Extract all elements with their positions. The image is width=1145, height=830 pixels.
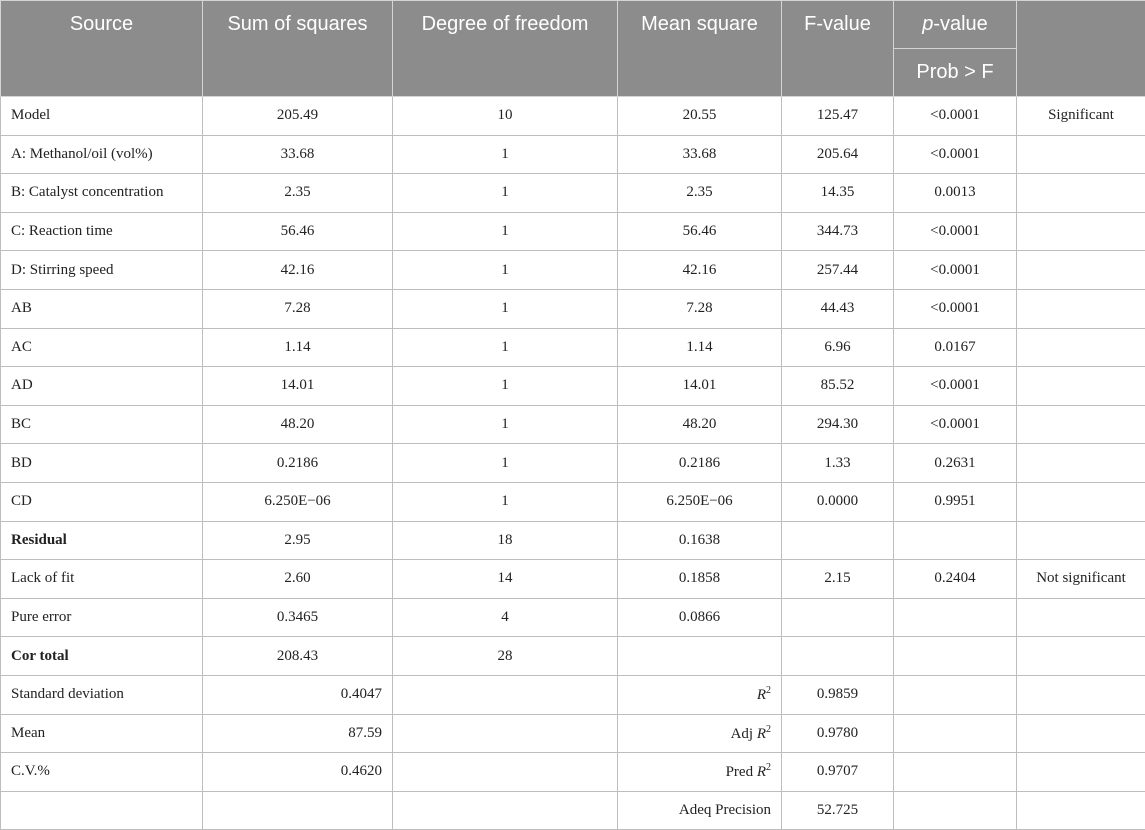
fit-statistics-row xyxy=(1,753,1145,792)
fit-value-cell xyxy=(203,791,393,830)
fit-statistic-label-cell xyxy=(618,714,782,753)
p-value-cell: <0.0001 xyxy=(894,367,1017,406)
mean-square-cell: 0.1858 xyxy=(618,560,782,599)
degree-of-freedom-cell: 1 xyxy=(393,289,618,328)
header-p-suffix: -value xyxy=(933,13,987,35)
p-value-cell: <0.0001 xyxy=(894,405,1017,444)
empty-cell xyxy=(894,714,1017,753)
table-row xyxy=(1,135,1145,174)
table-row xyxy=(1,212,1145,251)
significance-cell xyxy=(1017,212,1145,251)
sum-of-squares-cell: 2.60 xyxy=(203,560,393,599)
empty-cell xyxy=(1017,675,1145,714)
f-value-cell: 294.30 xyxy=(782,405,894,444)
f-value-cell xyxy=(782,521,894,560)
header-prob-f: Prob > F xyxy=(894,49,1017,97)
degree-of-freedom-cell: 4 xyxy=(393,598,618,637)
f-value-cell: 2.15 xyxy=(782,560,894,599)
significance-cell xyxy=(1017,174,1145,213)
mean-square-cell: 48.20 xyxy=(618,405,782,444)
fit-statistic-label-cell xyxy=(618,675,782,714)
table-row xyxy=(1,482,1145,521)
empty-cell xyxy=(1017,753,1145,792)
mean-square-cell: 6.250E−06 xyxy=(618,482,782,521)
sum-of-squares-cell: 208.43 xyxy=(203,637,393,676)
table-row xyxy=(1,444,1145,483)
table-row xyxy=(1,97,1145,136)
statistic-superscript: 2 xyxy=(766,685,771,696)
statistic-symbol: R xyxy=(757,726,766,742)
p-value-cell: <0.0001 xyxy=(894,289,1017,328)
source-cell: Pure error xyxy=(1,598,203,637)
source-cell: C: Reaction time xyxy=(1,212,203,251)
mean-square-cell: 0.2186 xyxy=(618,444,782,483)
significance-cell xyxy=(1017,251,1145,290)
f-value-cell: 6.96 xyxy=(782,328,894,367)
empty-cell xyxy=(1017,714,1145,753)
sum-of-squares-cell: 205.49 xyxy=(203,97,393,136)
fit-statistics-body xyxy=(1,675,1145,829)
fit-statistics-row xyxy=(1,675,1145,714)
significance-cell: Not significant xyxy=(1017,560,1145,599)
degree-of-freedom-cell: 10 xyxy=(393,97,618,136)
source-cell: AD xyxy=(1,367,203,406)
statistic-prefix: Adj xyxy=(731,726,757,742)
significance-cell xyxy=(1017,637,1145,676)
fit-statistic-value-cell: 52.725 xyxy=(782,791,894,830)
table-header xyxy=(1,1,1145,97)
significance-cell: Significant xyxy=(1017,97,1145,136)
table-row xyxy=(1,598,1145,637)
f-value-cell: 125.47 xyxy=(782,97,894,136)
sum-of-squares-cell: 14.01 xyxy=(203,367,393,406)
fit-value-cell: 0.4620 xyxy=(203,753,393,792)
table-row xyxy=(1,174,1145,213)
statistic-superscript: 2 xyxy=(766,762,771,773)
fit-value-cell: 87.59 xyxy=(203,714,393,753)
mean-square-cell: 0.0866 xyxy=(618,598,782,637)
empty-cell xyxy=(393,714,618,753)
anova-body xyxy=(1,97,1145,676)
fit-label-cell: Standard deviation xyxy=(1,675,203,714)
source-cell: D: Stirring speed xyxy=(1,251,203,290)
empty-cell xyxy=(894,791,1017,830)
sum-of-squares-cell: 0.3465 xyxy=(203,598,393,637)
mean-square-cell: 0.1638 xyxy=(618,521,782,560)
significance-cell xyxy=(1017,521,1145,560)
f-value-cell: 85.52 xyxy=(782,367,894,406)
empty-cell xyxy=(393,753,618,792)
mean-square-cell: 20.55 xyxy=(618,97,782,136)
table-row xyxy=(1,367,1145,406)
header-source: Source xyxy=(1,1,203,97)
mean-square-cell: 14.01 xyxy=(618,367,782,406)
sum-of-squares-cell: 56.46 xyxy=(203,212,393,251)
table-row xyxy=(1,637,1145,676)
sum-of-squares-cell: 2.35 xyxy=(203,174,393,213)
degree-of-freedom-cell: 14 xyxy=(393,560,618,599)
source-cell: B: Catalyst concentration xyxy=(1,174,203,213)
mean-square-cell: 56.46 xyxy=(618,212,782,251)
header-sum-of-squares: Sum of squares xyxy=(203,1,393,97)
mean-square-cell: 33.68 xyxy=(618,135,782,174)
fit-statistic-label-cell xyxy=(618,753,782,792)
source-cell: Model xyxy=(1,97,203,136)
p-value-cell: <0.0001 xyxy=(894,212,1017,251)
mean-square-cell: 42.16 xyxy=(618,251,782,290)
sum-of-squares-cell: 7.28 xyxy=(203,289,393,328)
degree-of-freedom-cell: 1 xyxy=(393,251,618,290)
significance-cell xyxy=(1017,135,1145,174)
significance-cell xyxy=(1017,328,1145,367)
source-cell: BD xyxy=(1,444,203,483)
sum-of-squares-cell: 33.68 xyxy=(203,135,393,174)
fit-statistics-row xyxy=(1,791,1145,830)
significance-cell xyxy=(1017,482,1145,521)
p-value-cell: 0.0013 xyxy=(894,174,1017,213)
degree-of-freedom-cell: 1 xyxy=(393,328,618,367)
table-row xyxy=(1,251,1145,290)
source-cell: Cor total xyxy=(1,637,203,676)
source-cell: A: Methanol/oil (vol%) xyxy=(1,135,203,174)
degree-of-freedom-cell: 1 xyxy=(393,367,618,406)
p-value-cell xyxy=(894,598,1017,637)
f-value-cell: 44.43 xyxy=(782,289,894,328)
empty-cell xyxy=(1017,791,1145,830)
fit-label-cell: C.V.% xyxy=(1,753,203,792)
statistic-symbol: R xyxy=(757,687,766,703)
fit-statistic-value-cell: 0.9859 xyxy=(782,675,894,714)
sum-of-squares-cell: 0.2186 xyxy=(203,444,393,483)
p-value-cell xyxy=(894,637,1017,676)
p-value-cell: <0.0001 xyxy=(894,251,1017,290)
degree-of-freedom-cell: 28 xyxy=(393,637,618,676)
source-cell: CD xyxy=(1,482,203,521)
header-significance xyxy=(1017,1,1145,97)
p-value-cell: 0.9951 xyxy=(894,482,1017,521)
p-value-cell: 0.0167 xyxy=(894,328,1017,367)
p-value-cell: <0.0001 xyxy=(894,135,1017,174)
empty-cell xyxy=(894,675,1017,714)
f-value-cell: 0.0000 xyxy=(782,482,894,521)
header-mean-square: Mean square xyxy=(618,1,782,97)
empty-cell xyxy=(393,791,618,830)
fit-statistic-value-cell: 0.9707 xyxy=(782,753,894,792)
f-value-cell xyxy=(782,637,894,676)
table-row xyxy=(1,560,1145,599)
mean-square-cell: 7.28 xyxy=(618,289,782,328)
significance-cell xyxy=(1017,289,1145,328)
degree-of-freedom-cell: 1 xyxy=(393,212,618,251)
sum-of-squares-cell: 48.20 xyxy=(203,405,393,444)
fit-statistic-label-cell xyxy=(618,791,782,830)
f-value-cell: 205.64 xyxy=(782,135,894,174)
p-value-cell xyxy=(894,521,1017,560)
mean-square-cell xyxy=(618,637,782,676)
significance-cell xyxy=(1017,367,1145,406)
degree-of-freedom-cell: 1 xyxy=(393,135,618,174)
significance-cell xyxy=(1017,598,1145,637)
p-value-cell: 0.2404 xyxy=(894,560,1017,599)
sum-of-squares-cell: 6.250E−06 xyxy=(203,482,393,521)
p-value-cell: 0.2631 xyxy=(894,444,1017,483)
table-row xyxy=(1,289,1145,328)
degree-of-freedom-cell: 18 xyxy=(393,521,618,560)
statistic-symbol: R xyxy=(757,764,766,780)
significance-cell xyxy=(1017,405,1145,444)
empty-cell xyxy=(393,675,618,714)
header-p-letter: p xyxy=(922,13,933,35)
table-row xyxy=(1,521,1145,560)
source-cell: AC xyxy=(1,328,203,367)
mean-square-cell: 2.35 xyxy=(618,174,782,213)
f-value-cell: 344.73 xyxy=(782,212,894,251)
degree-of-freedom-cell: 1 xyxy=(393,482,618,521)
f-value-cell: 257.44 xyxy=(782,251,894,290)
degree-of-freedom-cell: 1 xyxy=(393,405,618,444)
degree-of-freedom-cell: 1 xyxy=(393,444,618,483)
f-value-cell: 14.35 xyxy=(782,174,894,213)
sum-of-squares-cell: 42.16 xyxy=(203,251,393,290)
significance-cell xyxy=(1017,444,1145,483)
degree-of-freedom-cell: 1 xyxy=(393,174,618,213)
sum-of-squares-cell: 2.95 xyxy=(203,521,393,560)
mean-square-cell: 1.14 xyxy=(618,328,782,367)
statistic-prefix: Pred xyxy=(726,764,757,780)
fit-statistics-row xyxy=(1,714,1145,753)
source-cell: Lack of fit xyxy=(1,560,203,599)
source-cell: AB xyxy=(1,289,203,328)
table-row xyxy=(1,328,1145,367)
header-degree-of-freedom: Degree of freedom xyxy=(393,1,618,97)
header-p-value xyxy=(894,1,1017,49)
fit-label-cell xyxy=(1,791,203,830)
empty-cell xyxy=(894,753,1017,792)
header-f-value: F-value xyxy=(782,1,894,97)
statistic-superscript: 2 xyxy=(766,724,771,735)
source-cell: Residual xyxy=(1,521,203,560)
f-value-cell: 1.33 xyxy=(782,444,894,483)
fit-value-cell: 0.4047 xyxy=(203,675,393,714)
table-row xyxy=(1,405,1145,444)
fit-label-cell: Mean xyxy=(1,714,203,753)
statistic-prefix: Adeq Precision xyxy=(679,802,771,818)
source-cell: BC xyxy=(1,405,203,444)
sum-of-squares-cell: 1.14 xyxy=(203,328,393,367)
fit-statistic-value-cell: 0.9780 xyxy=(782,714,894,753)
f-value-cell xyxy=(782,598,894,637)
p-value-cell: <0.0001 xyxy=(894,97,1017,136)
